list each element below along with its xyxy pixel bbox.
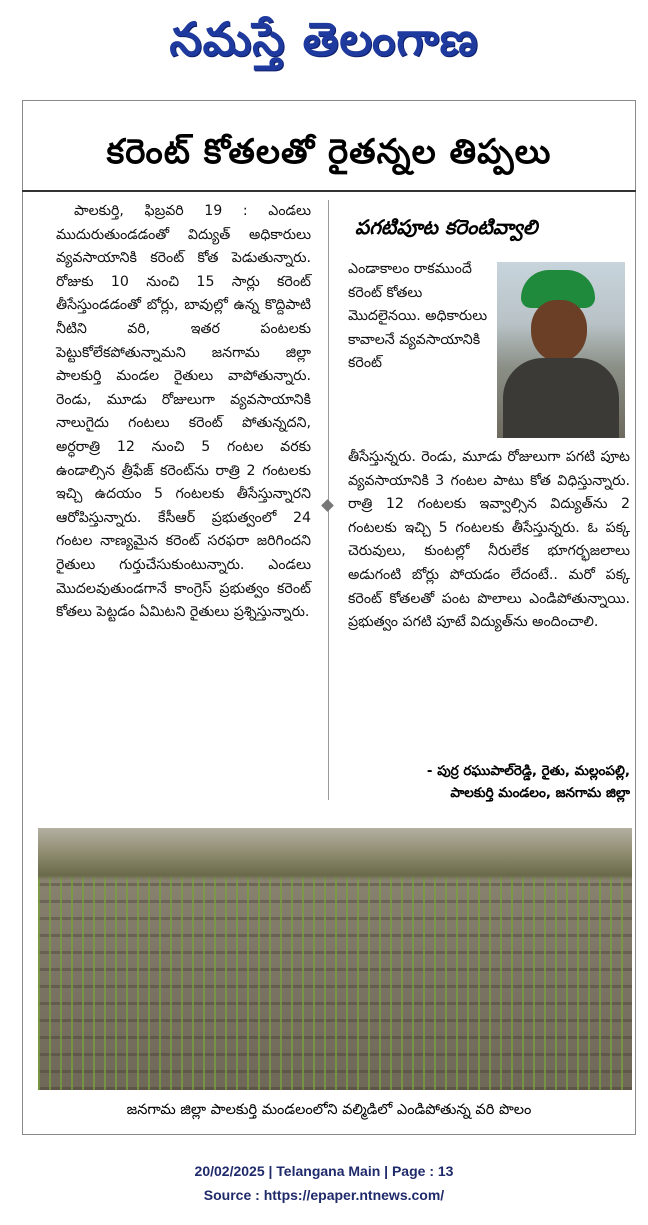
sidebar-full-text [348, 446, 630, 635]
byline-line-1: - పుర్ర రఘుపాల్‌రెడ్డి, రైతు, మల్లంపల్లి, [426, 763, 630, 779]
body-shape [503, 358, 619, 438]
sidebar-wrap-paragraph: ఎండాకాలం రాకముందే కరెంట్ కోతలు మొదలైనయి. అధికారులు కావాలనే వ్యవసాయానికి కరెంట్ [348, 261, 488, 372]
face-shape [531, 300, 587, 362]
footer-date-line: 20/02/2025 | Telangana Main | Page : 13 [194, 1163, 454, 1179]
article-headline: కరెంట్ కోతలతో రైతన్నల తిప్పలు [106, 132, 552, 172]
byline-line-2: పాలకుర్తి మండలం, జనగామ జిల్లా [450, 785, 630, 801]
newspaper-masthead: నమస్తే తెలంగాణ [169, 12, 479, 66]
headline-rule [22, 190, 636, 192]
sidebar-byline [348, 760, 630, 804]
paddy-field-photo [38, 828, 632, 1090]
sidebar-wrap-text [348, 258, 492, 376]
farmer-portrait-photo [497, 262, 625, 438]
sidebar-full-paragraph: తీసేస్తున్నరు. రెండు, మూడు రోజులుగా పగటి పూట వ్యవసాయానికి 3 గంటల పాటు కోత విధిస్తున్నారు. రాత్రి 12 గంటలకు ఇవ్వాల్సిన విద్యుత్‌ను 2 గంటలకు ఇచ్చి 5 గంటలకు తీసేస్తున్నరు. ఓ పక్క చెరువులు, కుంటల్లో నీరులేక భూగర్భజలాలు అడుగంటి బోర్లు పోయడం లేదంటే.. మరో పక్క కరెంట్ కోతలతో పంట పొలాలు ఎండిపోతున్నాయి. ప్రభుత్వం పగటి పూటే విద్యుత్‌ను అందించాలి. [348, 449, 630, 631]
footer-source-line: Source : https://epaper.ntnews.com/ [203, 1187, 445, 1203]
photo-caption: జనగామ జిల్లా పాలకుర్తి మండలంలోని వల్మిడిలో ఎండిపోతున్న వరి పొలం [126, 1102, 532, 1118]
sidebar-subhead: పగటిపూట కరెంటివ్వాలి [355, 215, 538, 239]
left-column [56, 200, 311, 625]
left-column-paragraph: పాలకుర్తి, ఫిబ్రవరి 19 : ఎండలు ముదురుతుండడంతో విద్యుత్ అధికారులు వ్యవసాయానికి కరెంట్ కోత పెడుతున్నారు. రోజుకు 10 నుంచి 15 సార్లు కరెంట్ తీసేస్తుండడంతో బోర్లు, బావుల్లో ఉన్న కొద్దిపాటి నీటిని వరి, ఇతర పంటలకు పెట్టుకోలేకపోతున్నామని జనగామ జిల్లా పాలకుర్తి మండల రైతులు వాపోతున్నారు. రెండు, మూడు రోజులుగా వ్యవసాయానికి నాలుగైదు గంటలు కరెంట్ పోతున్నదని, అర్ధరాత్రి 12 నుంచి 5 గంటల వరకు ఉండాల్సిన త్రీఫేజ్ కరెంట్‌ను రాత్రి 2 గంటలకు ఇచ్చి ఉదయం 5 గంటలకు తీసేస్తున్నారని ఆరోపిస్తున్నారు. కేసీఆర్ ప్రభుత్వంలో 24 గంటల నాణ్యమైన కరెంట్ సరఫరా జరిగిందని రైతులు గుర్తుచేసుకుంటున్నారు. ఎండలు మొదలవుతుండగానే కాంగ్రెస్ ప్రభుత్వం కరెంట్ కోతలు పెట్టడం ఏమిటని రైతులు ప్రశ్నిస్తున్నారు. [56, 203, 311, 621]
